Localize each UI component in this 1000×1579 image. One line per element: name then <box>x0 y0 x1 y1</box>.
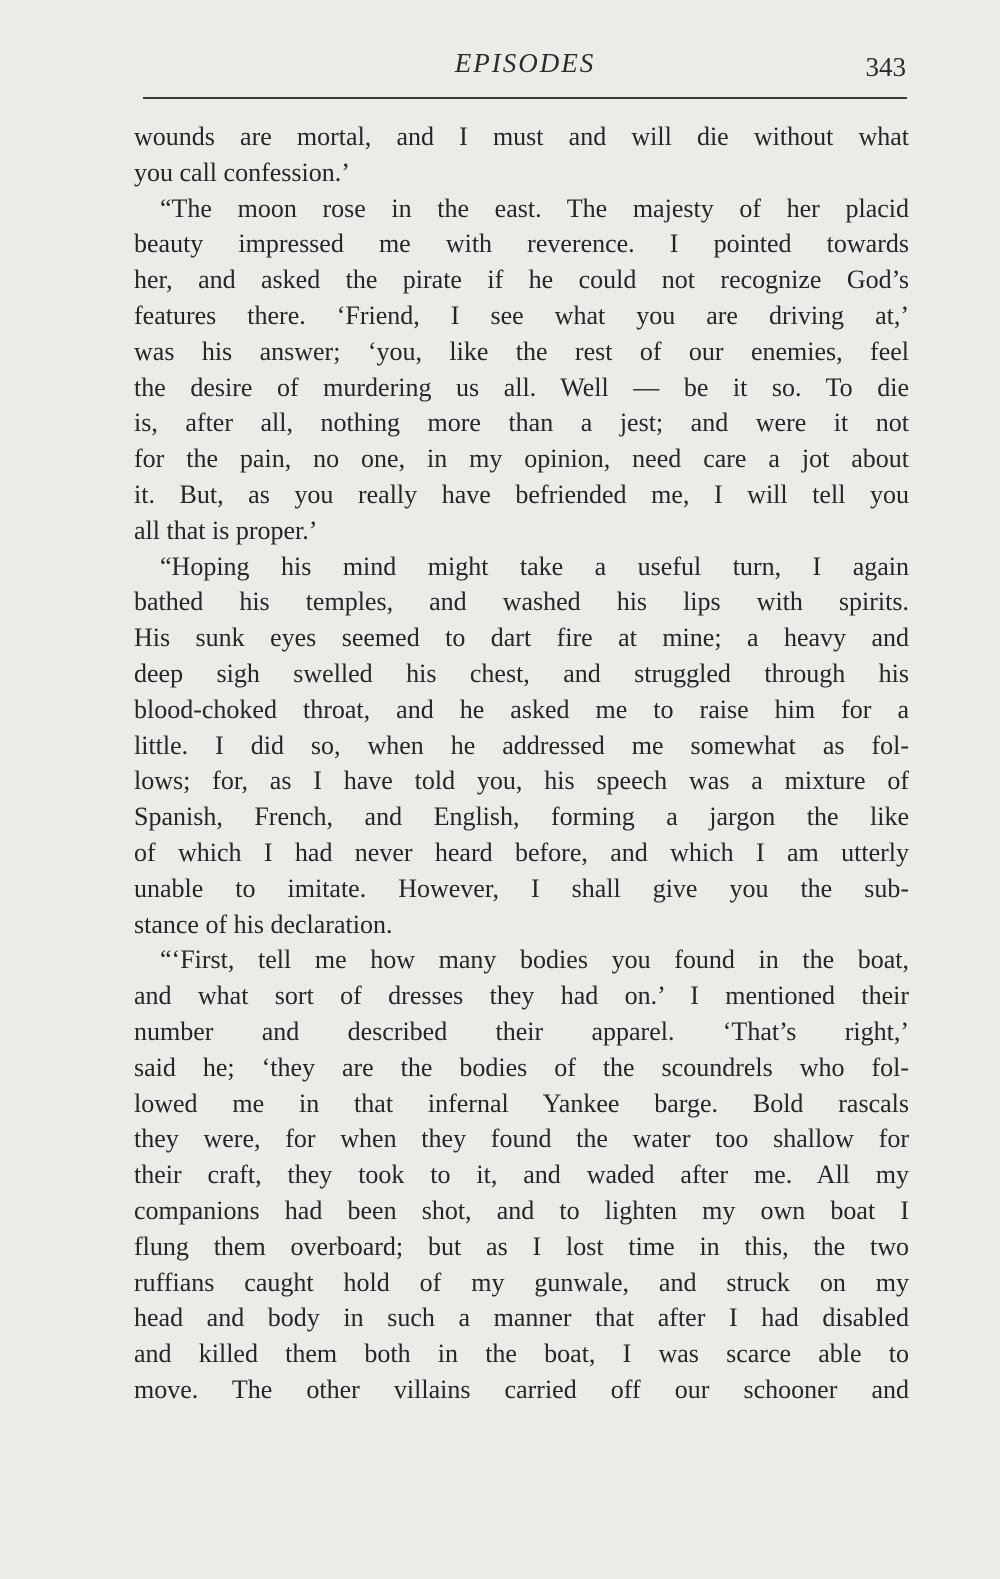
text-line: their craft, they took to it, and waded after me. All my <box>134 1160 909 1190</box>
text-line: of which I had never heard before, and which I am utterly <box>134 837 909 867</box>
text-line: ruffians caught hold of my gunwale, and struck on my <box>134 1267 909 1297</box>
text-line: is, after all, nothing more than a jest; and were it not <box>134 408 909 438</box>
text-line: move. The other villains carried off our schooner and <box>134 1374 909 1404</box>
running-title: EPISODES <box>454 48 596 78</box>
text-line: the desire of murdering us all. Well — be it so. To die <box>134 372 909 402</box>
text-line: flung them overboard; but as I lost time in this, the two <box>134 1231 909 1261</box>
text-line: His sunk eyes seemed to dart fire at mine; a heavy and <box>134 623 909 653</box>
text-line: “The moon rose in the east. The majesty of her placid <box>160 193 909 223</box>
text-line: unable to imitate. However, I shall give you the sub- <box>134 873 909 903</box>
text-line: said he; ‘they are the bodies of the scoundrels who fol- <box>134 1052 909 1082</box>
text-line: “Hoping his mind might take a useful turn, I again <box>160 551 909 581</box>
text-line: blood-choked throat, and he asked me to raise him for a <box>134 694 909 724</box>
text-line: lows; for, as I have told you, his speech was a mixture of <box>134 766 909 796</box>
text-line: deep sigh swelled his chest, and struggled through his <box>134 658 909 688</box>
text-line: her, and asked the pirate if he could not recognize God’s <box>134 265 909 295</box>
text-line: little. I did so, when he addressed me somewhat as fol- <box>134 730 909 760</box>
text-line: was his answer; ‘you, like the rest of our enemies, feel <box>134 336 909 366</box>
text-line: head and body in such a manner that after I had disabled <box>134 1303 909 1333</box>
text-line: wounds are mortal, and I must and will die without what <box>134 122 909 151</box>
text-line: they were, for when they found the water too shallow for <box>134 1124 909 1154</box>
text-line: features there. ‘Friend, I see what you are driving at,’ <box>134 300 909 330</box>
text-line: beauty impressed me with reverence. I pointed towards <box>134 229 909 259</box>
text-line: number and described their apparel. ‘That’s right,’ <box>134 1016 909 1046</box>
text-line: Spanish, French, and English, forming a jargon the like <box>134 802 909 832</box>
text-line: lowed me in that infernal Yankee barge. Bold rascals <box>134 1088 909 1118</box>
text-line: all that is proper.’ <box>134 515 318 545</box>
header-rule <box>143 97 907 99</box>
text-line: it. But, as you really have befriended me, I will tell you <box>134 479 909 509</box>
page-number: 343 <box>865 52 906 82</box>
text-line: stance of his declaration. <box>134 909 393 939</box>
text-line: and what sort of dresses they had on.’ I mentioned their <box>134 981 909 1011</box>
running-head <box>140 48 910 88</box>
body-text <box>134 119 909 1408</box>
text-line: “‘First, tell me how many bodies you found in the boat, <box>160 945 909 975</box>
text-line: for the pain, no one, in my opinion, need care a jot about <box>134 444 909 474</box>
text-line: bathed his temples, and washed his lips with spirits. <box>134 587 909 617</box>
text-line: and killed them both in the boat, I was scarce able to <box>134 1339 909 1369</box>
text-line: you call confession.’ <box>134 157 350 187</box>
text-line: companions had been shot, and to lighten my own boat I <box>134 1195 909 1225</box>
